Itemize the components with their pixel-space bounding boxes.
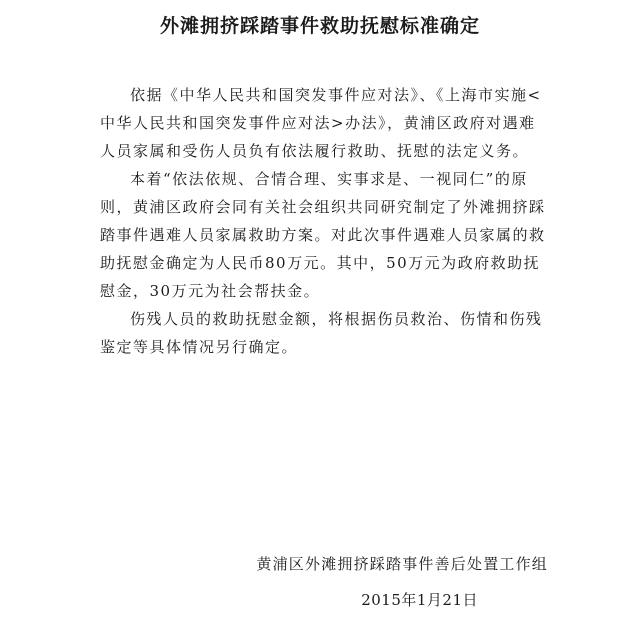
paragraph-legal-basis: 依据《中华人民共和国突发事件应对法》、《上海市实施<中华人民共和国突发事件应对法>办法》，黄浦区政府对遇难人员家属和受伤人员负有依法履行救助、抚慰的法定义务。 <box>100 86 542 160</box>
paragraph-injured-persons: 伤残人员的救助抚慰金额，将根据伤员救治、伤情和伤残鉴定等具体情况另行确定。 <box>100 310 543 356</box>
issuer-signature: 黄浦区外滩拥挤踩踏事件善后处置工作组 <box>256 555 548 573</box>
paragraph-compensation-standard: 本着“依法依规、合情合理、实事求是、一视同仁”的原则，黄浦区政府会同有关社会组织共同研究制定了外滩拥挤踩踏事件遇难人员家属救助方案。对此次事件遇难人员家属的救助抚慰金确定为人民币80万元。其中，50万元为政府救助抚慰金，30万元为社会帮扶金。 <box>100 170 546 300</box>
document-title: 外滩拥挤踩踏事件救助抚慰标准确定 <box>159 15 480 37</box>
document-body <box>100 81 546 361</box>
issue-date: 2015年1月21日 <box>361 591 478 609</box>
